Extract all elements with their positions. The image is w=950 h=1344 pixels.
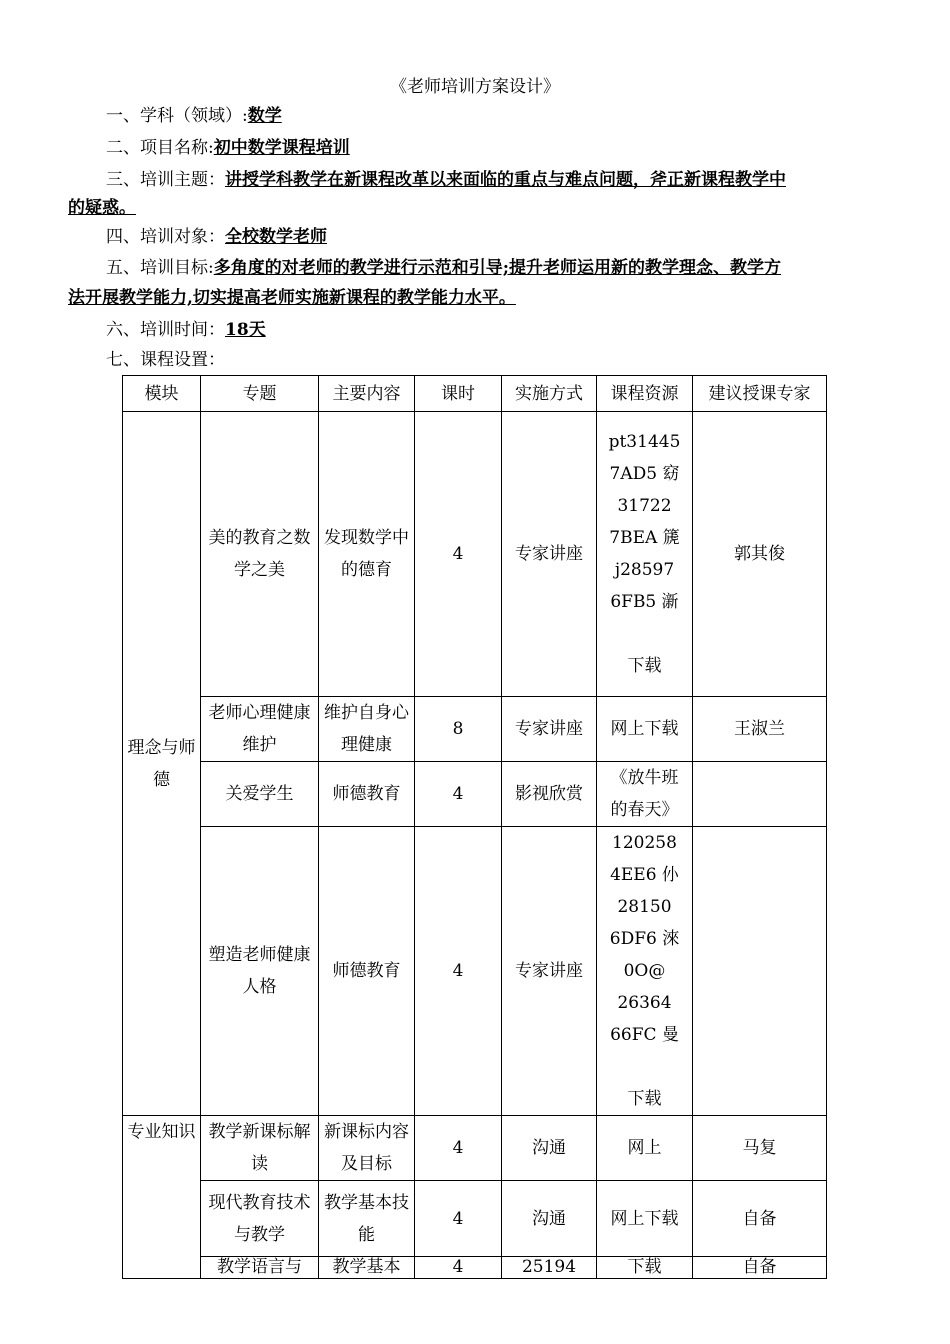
header-module: 模块: [123, 376, 201, 412]
content-cell: 师德教育: [319, 762, 415, 827]
hours-cell: 4: [415, 1181, 502, 1257]
method-cell: 沟通: [502, 1116, 597, 1181]
table-header-row: [123, 376, 827, 412]
module-cell: 理念与师德: [123, 412, 201, 1116]
course-table: [122, 375, 827, 1279]
method-cell: 专家讲座: [502, 697, 597, 762]
resource-cell: 网上: [597, 1116, 693, 1181]
resource-cell: 网上下载: [597, 697, 693, 762]
hours-cell: 4: [415, 827, 502, 1116]
hours-cell: 8: [415, 697, 502, 762]
expert-cell: 王淑兰: [693, 697, 827, 762]
table-row: [123, 827, 827, 1116]
header-content: 主要内容: [319, 376, 415, 412]
content-cell: 教学基本技能: [319, 1181, 415, 1257]
method-cell: 专家讲座: [502, 827, 597, 1116]
hours-cell: 4: [415, 762, 502, 827]
topic-cell: 老师心理健康维护: [201, 697, 319, 762]
item-project: 二、项目名称:初中数学课程培训: [106, 138, 350, 158]
content-cell: 师德教育: [319, 827, 415, 1116]
item-theme: 三、培训主题：讲授学科教学在新课程改革以来面临的重点与难点问题，斧正新课程教学中: [106, 170, 786, 190]
topic-cell: 教学新课标解读: [201, 1116, 319, 1181]
method-cell: 影视欣赏: [502, 762, 597, 827]
header-hours: 课时: [415, 376, 502, 412]
method-cell: 25194: [502, 1257, 597, 1279]
item-audience: 四、培训对象：全校数学老师: [106, 227, 327, 247]
content-cell: 教学基本: [319, 1257, 415, 1279]
table-row: [123, 762, 827, 827]
resource-cell: 120258 4EE6 仦 28150 6DF6 淶 0O@ 26364 66FC 曼 下载: [597, 827, 693, 1116]
item-courses: 七、课程设置：: [106, 350, 225, 370]
header-method: 实施方式: [502, 376, 597, 412]
header-topic: 专题: [201, 376, 319, 412]
topic-cell: 美的教育之数学之美: [201, 412, 319, 697]
module-cell: 专业知识: [123, 1116, 201, 1279]
item-goal-cont: 法开展教学能力,切实提高老师实施新课程的教学能力水平。: [68, 288, 516, 308]
resource-cell: 下载: [597, 1257, 693, 1279]
item-time: 六、培训时间：18天: [106, 320, 266, 340]
topic-cell: 关爱学生: [201, 762, 319, 827]
header-resource: 课程资源: [597, 376, 693, 412]
hours-cell: 4: [415, 1116, 502, 1181]
header-expert: 建议授课专家: [693, 376, 827, 412]
hours-cell: 4: [415, 1257, 502, 1279]
content-cell: 新课标内容及目标: [319, 1116, 415, 1181]
table-row: [123, 1257, 827, 1279]
doc-title: 《老师培训方案设计》: [390, 77, 560, 97]
hours-cell: 4: [415, 412, 502, 697]
expert-cell: 自备: [693, 1181, 827, 1257]
resource-cell: 《放牛班 的春天》: [597, 762, 693, 827]
expert-cell: [693, 762, 827, 827]
expert-cell: 马复: [693, 1116, 827, 1181]
expert-cell: 自备: [693, 1257, 827, 1279]
table-row: [123, 697, 827, 762]
method-cell: 专家讲座: [502, 412, 597, 697]
expert-cell: 郭其俊: [693, 412, 827, 697]
table-row: [123, 1116, 827, 1181]
table-row: [123, 1181, 827, 1257]
expert-cell: [693, 827, 827, 1116]
method-cell: 沟通: [502, 1181, 597, 1257]
topic-cell: 现代教育技术与教学: [201, 1181, 319, 1257]
item-theme-cont: 的疑惑。: [68, 198, 136, 218]
item-subject: 一、学科（领域）:数学: [106, 106, 282, 126]
item-goal: 五、培训目标:多角度的对老师的教学进行示范和引导;提升老师运用新的教学理念、教学方: [106, 258, 782, 278]
content-cell: 发现数学中的德育: [319, 412, 415, 697]
content-cell: 维护自身心理健康: [319, 697, 415, 762]
table-row: [123, 412, 827, 697]
resource-cell: 网上下载: [597, 1181, 693, 1257]
topic-cell: 塑造老师健康人格: [201, 827, 319, 1116]
resource-cell: pt31445 7AD5 窈 31722 7BEA 篪 j28597 6FB5 澵 下载: [597, 412, 693, 697]
topic-cell: 教学语言与: [201, 1257, 319, 1279]
